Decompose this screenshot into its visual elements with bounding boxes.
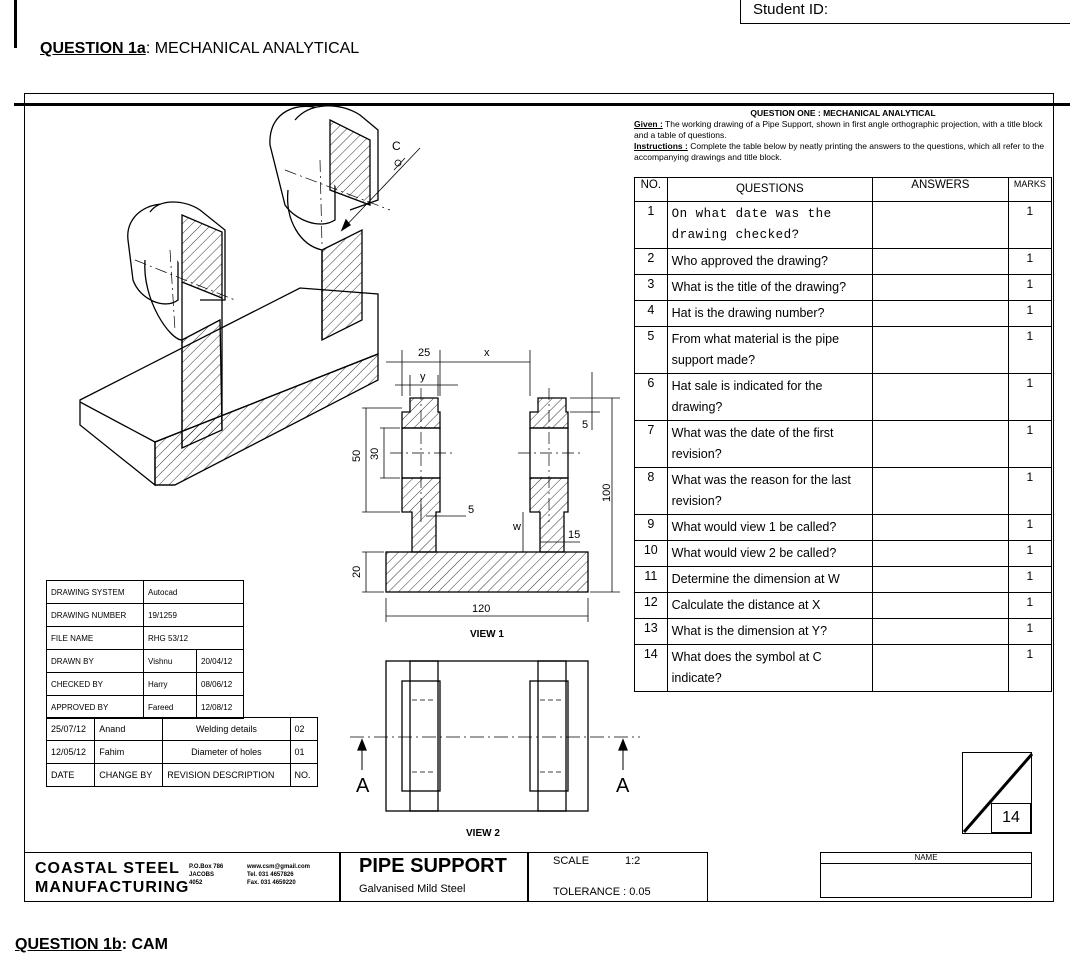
question-1b-heading: [15, 936, 168, 954]
row-no: 8: [635, 468, 668, 515]
table-row: [635, 619, 1052, 645]
table-row: [635, 645, 1052, 692]
tb-value: Fareed: [144, 696, 197, 719]
row-question: Calculate the distance at X: [667, 593, 872, 619]
row-no: 3: [635, 275, 668, 301]
contact-line: www.csm@gmail.com: [247, 864, 310, 870]
contact-line: Fax. 031 4659220: [247, 880, 296, 886]
row-no: 9: [635, 515, 668, 541]
rev-description: Diameter of holes: [163, 741, 290, 764]
rev-header-no: NO.: [290, 764, 317, 787]
row-no: 6: [635, 374, 668, 421]
address-line: 4052: [189, 880, 203, 886]
dim-y: y: [420, 371, 426, 383]
table-row: [635, 541, 1052, 567]
table-row: [47, 604, 244, 627]
table-row: [47, 741, 318, 764]
view-2: [350, 661, 640, 811]
row-question: What was the date of the first revision?: [667, 421, 872, 468]
dim-15: 15: [568, 529, 581, 541]
rev-no: 01: [290, 741, 317, 764]
table-row: [635, 275, 1052, 301]
row-question: What is the title of the drawing?: [667, 275, 872, 301]
row-marks: 1: [1008, 541, 1051, 567]
instructions-body: Complete the table below by neatly printing the answers to the questions, which all refer to the accompanying drawings and title block.: [634, 141, 1045, 162]
tb-label: DRAWN BY: [47, 650, 144, 673]
rev-description: Welding details: [163, 718, 290, 741]
isometric-view: [80, 106, 420, 485]
dim-25: 25: [418, 347, 431, 359]
answer-cell[interactable]: [872, 619, 1008, 645]
tb-value: 19/1259: [144, 604, 244, 627]
section-a-right: A: [616, 775, 630, 797]
question-table: [634, 177, 1052, 692]
row-question: What was the reason for the last revision?: [667, 468, 872, 515]
scale-block: [528, 852, 708, 902]
row-marks: 1: [1008, 619, 1051, 645]
dim-w: w: [513, 521, 521, 533]
answer-cell[interactable]: [872, 275, 1008, 301]
instructions-text: [634, 141, 1052, 163]
row-marks: 1: [1008, 593, 1051, 619]
view-1-label: VIEW 1: [470, 629, 504, 640]
row-marks: 1: [1008, 249, 1051, 275]
company-address: [189, 863, 223, 887]
instructions-heading: QUESTION ONE : MECHANICAL ANALYTICAL: [750, 108, 936, 118]
answer-cell[interactable]: [872, 645, 1008, 692]
tb-label: APPROVED BY: [47, 696, 144, 719]
row-question: Hat is the drawing number?: [667, 301, 872, 327]
address-line: P.O.Box 786: [189, 864, 224, 870]
answer-cell[interactable]: [872, 374, 1008, 421]
answer-cell[interactable]: [872, 541, 1008, 567]
dim-50: 50: [351, 449, 363, 462]
given-body: The working drawing of a Pipe Support, shown in first angle orthographic projection, with a title block and a table of questions.: [634, 119, 1043, 140]
row-question: On what date was the drawing checked?: [667, 202, 872, 249]
contact-line: Tel. 031 4657826: [247, 872, 294, 878]
drawing-material: Galvanised Mild Steel: [359, 883, 466, 895]
rev-date: 12/05/12: [47, 741, 95, 764]
tb-label: DRAWING NUMBER: [47, 604, 144, 627]
title-block-table: [46, 580, 244, 719]
view-2-label: VIEW 2: [466, 828, 500, 839]
table-row: [47, 627, 244, 650]
row-marks: 1: [1008, 567, 1051, 593]
row-question: Hat sale is indicated for the drawing?: [667, 374, 872, 421]
answer-cell[interactable]: [872, 593, 1008, 619]
row-no: 5: [635, 327, 668, 374]
row-question: What does the symbol at C indicate?: [667, 645, 872, 692]
table-row: [635, 301, 1052, 327]
table-row: [635, 249, 1052, 275]
tb-label: DRAWING SYSTEM: [47, 581, 144, 604]
table-row: [635, 202, 1052, 249]
table-row: [47, 650, 244, 673]
instructions-label: Instructions :: [634, 141, 688, 151]
table-row: [635, 327, 1052, 374]
company-block: [24, 852, 340, 902]
answer-cell[interactable]: [872, 567, 1008, 593]
header-marks: MARKS: [1008, 178, 1051, 202]
table-row: [635, 421, 1052, 468]
row-question: What would view 1 be called?: [667, 515, 872, 541]
table-row: [47, 764, 318, 787]
dim-120: 120: [472, 603, 491, 615]
rev-by: Anand: [95, 718, 163, 741]
row-no: 1: [635, 202, 668, 249]
given-text: [634, 119, 1052, 141]
table-row: [47, 696, 244, 719]
tb-value: Vishnu: [144, 650, 197, 673]
row-question: From what material is the pipe support made?: [667, 327, 872, 374]
rev-date: 25/07/12: [47, 718, 95, 741]
tb-value: RHG 53/12: [144, 627, 244, 650]
row-marks: 1: [1008, 202, 1051, 249]
view-1: [386, 388, 588, 592]
answer-cell[interactable]: [872, 468, 1008, 515]
row-question: What would view 2 be called?: [667, 541, 872, 567]
address-line: JACOBS: [189, 872, 215, 878]
row-no: 10: [635, 541, 668, 567]
question-1a-title: : MECHANICAL ANALYTICAL: [145, 40, 360, 57]
symbol-c-label: C: [392, 139, 401, 153]
given-label: Given :: [634, 119, 663, 129]
dim-5-bottom: 5: [468, 504, 475, 516]
row-marks: 1: [1008, 327, 1051, 374]
tb-label: FILE NAME: [47, 627, 144, 650]
tb-value: Harry: [144, 673, 197, 696]
drawing-title-block: [340, 852, 528, 902]
company-name-line1: COASTAL STEEL: [35, 860, 180, 877]
section-a-left: A: [356, 775, 370, 797]
dim-5-top: 5: [582, 419, 589, 431]
company-name: [35, 859, 189, 897]
question-number-box: [962, 752, 1032, 834]
row-no: 12: [635, 593, 668, 619]
header-questions: QUESTIONS: [667, 178, 872, 202]
table-row: [635, 468, 1052, 515]
tb-label: CHECKED BY: [47, 673, 144, 696]
tb-date: 20/04/12: [197, 650, 244, 673]
name-block[interactable]: [820, 852, 1032, 898]
scale-value: 1:2: [625, 855, 641, 867]
company-name-line2: MANUFACTURING: [35, 879, 190, 896]
rev-header-by: CHANGE BY: [95, 764, 163, 787]
table-row: [47, 718, 318, 741]
row-marks: 1: [1008, 468, 1051, 515]
question-1b-title: : CAM: [121, 936, 168, 953]
row-marks: 1: [1008, 515, 1051, 541]
row-marks: 1: [1008, 374, 1051, 421]
row-no: 4: [635, 301, 668, 327]
row-question: Determine the dimension at W: [667, 567, 872, 593]
answer-cell[interactable]: [872, 421, 1008, 468]
student-id-label: Student ID:: [753, 1, 829, 18]
dim-x: x: [484, 347, 490, 359]
rev-by: Fahim: [95, 741, 163, 764]
question-1a-label: QUESTION 1a: [40, 40, 146, 57]
header-answers: ANSWERS: [872, 178, 1008, 202]
header-no: NO.: [635, 178, 668, 202]
rev-header-description: REVISION DESCRIPTION: [163, 764, 290, 787]
row-marks: 1: [1008, 275, 1051, 301]
row-no: 7: [635, 421, 668, 468]
name-label: NAME: [821, 853, 1031, 864]
row-question: What is the dimension at Y?: [667, 619, 872, 645]
tb-date: 08/06/12: [197, 673, 244, 696]
table-row: [635, 374, 1052, 421]
drawing-title: PIPE SUPPORT: [359, 855, 507, 877]
answer-cell[interactable]: [872, 301, 1008, 327]
row-question: Who approved the drawing?: [667, 249, 872, 275]
row-no: 11: [635, 567, 668, 593]
table-row: [635, 515, 1052, 541]
scale-label: SCALE: [553, 855, 590, 867]
tb-date: 12/08/12: [197, 696, 244, 719]
row-marks: 1: [1008, 645, 1051, 692]
answer-cell[interactable]: [872, 249, 1008, 275]
row-no: 13: [635, 619, 668, 645]
row-marks: 1: [1008, 421, 1051, 468]
answer-cell[interactable]: [872, 515, 1008, 541]
table-row: [635, 593, 1052, 619]
question-number: 14: [991, 803, 1031, 833]
table-row: [47, 673, 244, 696]
instructions-block: [634, 108, 1052, 163]
row-no: 2: [635, 249, 668, 275]
company-contact: [247, 863, 310, 887]
dim-100: 100: [601, 483, 613, 502]
answer-cell[interactable]: [872, 327, 1008, 374]
rev-no: 02: [290, 718, 317, 741]
row-marks: 1: [1008, 301, 1051, 327]
answer-cell[interactable]: [872, 202, 1008, 249]
table-row: [635, 567, 1052, 593]
tb-value: Autocad: [144, 581, 244, 604]
dim-30: 30: [369, 447, 381, 460]
question-table-header: [635, 178, 1052, 202]
tolerance: TOLERANCE : 0.05: [553, 886, 651, 898]
question-1b-label: QUESTION 1b: [15, 936, 122, 953]
revision-table: [46, 717, 318, 787]
table-row: [47, 581, 244, 604]
dim-20: 20: [351, 565, 363, 578]
rev-header-date: DATE: [47, 764, 95, 787]
row-no: 14: [635, 645, 668, 692]
